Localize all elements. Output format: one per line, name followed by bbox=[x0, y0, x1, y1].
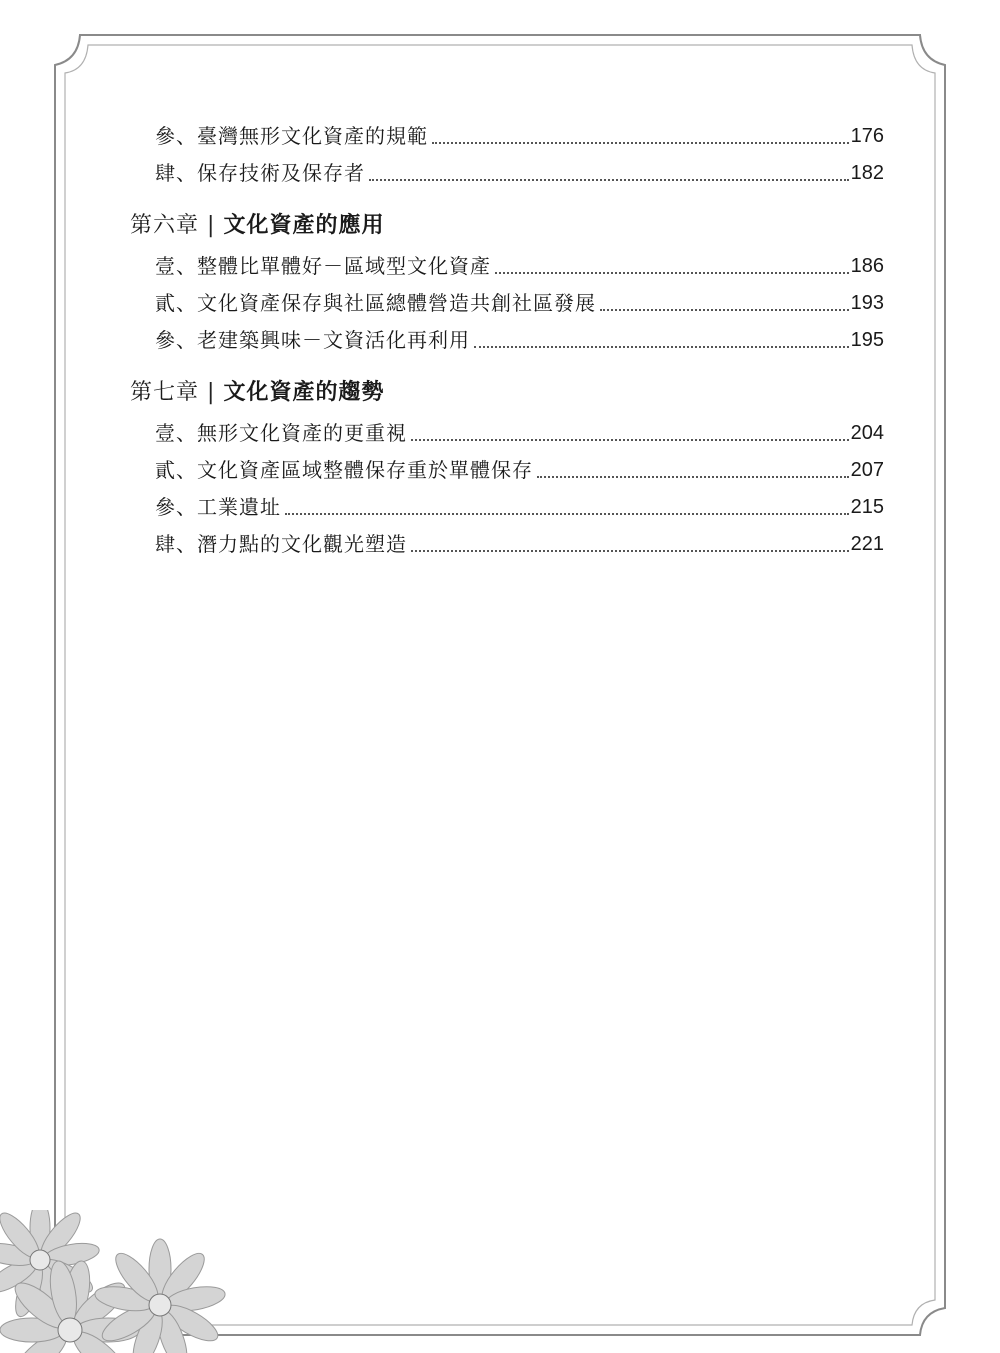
dot-leader bbox=[432, 142, 849, 144]
toc-entry-page-number: 176 bbox=[850, 125, 884, 147]
chapter-separator: | bbox=[207, 380, 216, 405]
chapter-heading bbox=[130, 206, 884, 246]
toc-entry[interactable] bbox=[130, 526, 884, 563]
toc-entry-title: 參、工業遺址 bbox=[155, 495, 281, 519]
toc-entry-page-number: 204 bbox=[850, 422, 884, 444]
toc-entry-title: 肆、潛力點的文化觀光塑造 bbox=[155, 532, 407, 556]
chapter-number: 第七章 bbox=[130, 380, 200, 405]
dot-leader bbox=[411, 439, 849, 441]
dot-leader bbox=[285, 513, 849, 515]
chapter-separator: | bbox=[207, 213, 216, 238]
dot-leader bbox=[474, 346, 849, 348]
toc-entry-page-number: 207 bbox=[850, 459, 884, 481]
toc-entry-title: 壹、整體比單體好－區域型文化資產 bbox=[155, 254, 491, 278]
toc-entry-page-number: 221 bbox=[850, 533, 884, 555]
toc-entry[interactable] bbox=[130, 452, 884, 489]
dot-leader bbox=[411, 550, 849, 552]
toc-entry-title: 參、臺灣無形文化資產的規範 bbox=[155, 124, 428, 148]
toc-entry-page-number: 182 bbox=[850, 162, 884, 184]
toc-entry-page-number: 193 bbox=[850, 292, 884, 314]
table-of-contents bbox=[130, 118, 884, 563]
toc-entry-title: 參、老建築興味－文資活化再利用 bbox=[155, 328, 470, 352]
flower-decoration bbox=[0, 1210, 250, 1353]
toc-entry[interactable] bbox=[130, 322, 884, 359]
toc-entry[interactable] bbox=[130, 489, 884, 526]
toc-entry-page-number: 186 bbox=[850, 255, 884, 277]
dot-leader bbox=[495, 272, 849, 274]
toc-entry-title: 壹、無形文化資產的更重視 bbox=[155, 421, 407, 445]
chapter-number: 第六章 bbox=[130, 213, 200, 238]
toc-entry[interactable] bbox=[130, 118, 884, 155]
dot-leader bbox=[600, 309, 849, 311]
toc-entry-title: 貳、文化資產保存與社區總體營造共創社區發展 bbox=[155, 291, 596, 315]
toc-entry[interactable] bbox=[130, 155, 884, 192]
toc-entry-page-number: 215 bbox=[850, 496, 884, 518]
toc-entry-page-number: 195 bbox=[850, 329, 884, 351]
toc-entry[interactable] bbox=[130, 285, 884, 322]
toc-entry[interactable] bbox=[130, 248, 884, 285]
toc-entry-title: 肆、保存技術及保存者 bbox=[155, 161, 365, 185]
chapter-name: 文化資產的趨勢 bbox=[223, 380, 385, 405]
dot-leader bbox=[369, 179, 849, 181]
dot-leader bbox=[537, 476, 849, 478]
chapter-name: 文化資產的應用 bbox=[223, 213, 385, 238]
toc-entry-title: 貳、文化資產區域整體保存重於單體保存 bbox=[155, 458, 533, 482]
chapter-heading bbox=[130, 373, 884, 413]
toc-entry[interactable] bbox=[130, 415, 884, 452]
